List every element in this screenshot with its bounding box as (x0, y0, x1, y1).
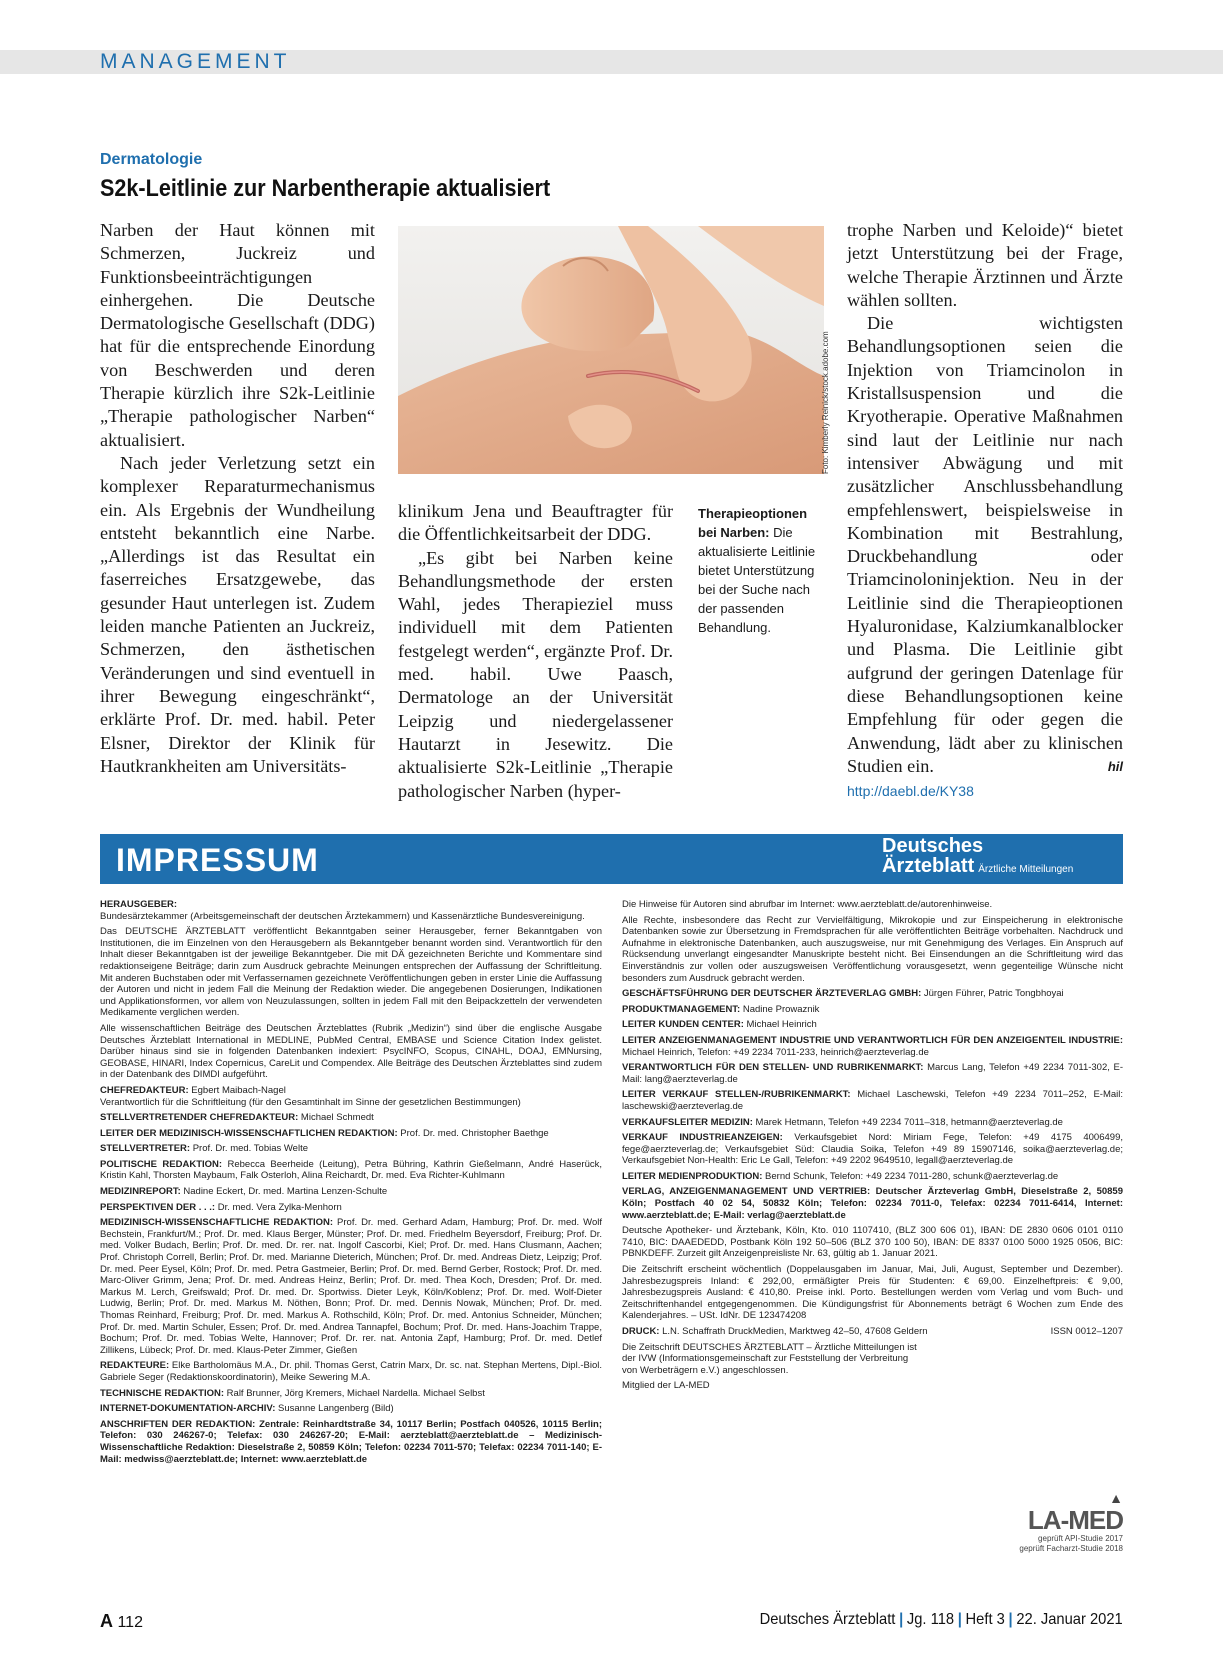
lamed-sub-1: geprüft API-Studie 2017 (1038, 1534, 1123, 1543)
impressum-entry: Die Hinweise für Autoren sind abrufbar im Internet: www.aerzteblatt.de/autorenhinweise. (622, 899, 993, 910)
entry-label: LEITER MEDIENPRODUKTION: (622, 1170, 763, 1182)
separator: | (958, 1611, 963, 1628)
photo-credit: Foto: Kimberly Reinick/stock.adobe.com (821, 331, 830, 474)
journal-name: Deutsches Ärzteblatt (759, 1611, 896, 1628)
entry-label: INTERNET-DOKUMENTATION-ARCHIV: (100, 1403, 276, 1415)
impressum-entry (622, 1132, 1123, 1167)
hands-photo-illustration (398, 226, 824, 474)
brand-line-1: Deutsches (882, 835, 984, 857)
article-column-3 (847, 219, 1123, 803)
impressum-entry (100, 1085, 602, 1108)
impressum-entry (622, 1062, 1123, 1085)
impressum-entry (622, 1117, 1123, 1129)
caption-text: Die aktualisierte Leitlinie bietet Unterstützung bei der Suche nach der passenden Behandlung. (698, 525, 816, 635)
paragraph: „Es gibt bei Narben keine Behandlungsmethode der ersten Wahl, jedes Therapieziel muss individuell mit dem Patienten festgelegt werden“, ergänzte Prof. Dr. med. habil. Uwe Paasch, Dermatologe an der Universität Leipzig und niedergelassener Hautarzt in Jesewitz. Die aktualisierte S2k-Leitlinie „Therapie pathologischer Narben (hyper- (398, 547, 673, 801)
author-signature: hil (1107, 758, 1123, 774)
journal-issue: Heft 3 (965, 1611, 1006, 1628)
impressum-entry (100, 1360, 602, 1383)
article-column-1 (100, 219, 375, 778)
paragraph-text: Die wichtigsten Behandlungsoptionen seien die Injektion von Triamcinolon in Kristallsuspension und die Kryotherapie. Operative Maßnahmen sind laut der Leitlinie nur nach intensiver Abwägung und mit zusätzlicher Anschlussbehandlung empfehlenswert, beispielsweise in Kombination mit Bestrahlung, Druckbehandlung oder Triamcinoloninjektion. Neu in der Leitlinie sind die Therapieoptionen Hyaluronidase, Kalziumkanalblocker und Plasma. Die Leitlinie gibt aufgrund der geringen Datenlage für diese Behandlungsoptionen keine Empfehlung für oder gegen die Anwendung, lädt aber zu klinischen Studien ein. (847, 313, 1123, 776)
page-number-value: 112 (117, 1614, 143, 1631)
impressum-entry (100, 899, 602, 922)
impressum-entry (100, 1186, 602, 1198)
lamed-seal (1015, 1490, 1123, 1554)
impressum-entry (622, 1035, 1123, 1058)
entry-text: Prof. Dr. med. Gerhard Adam, Hamburg; Prof. Dr. med. Wolf Bechstein, Frankfurt/M.; Prof. Dr. med. Klaus Berger, Münster; Prof. Dr. med. Friedhelm Beyersdorf, Freiburg; Prof. Dr. med. Volker Budach, Berlin; Prof. Dr. med. Dr. rer. nat. Ingolf Cascorbi, Kiel; Prof. Dr. med. Hans Clusmann, Aachen; Prof. Christoph Correll, Berlin; Prof. Dr. med. Marianne Dieterich, München; Prof. Dr. med. Andreas Dietz, Leipzig; Prof. Dr. med. Peer Eysel, Köln; Prof. Dr. med. Petra Gastmeier, Berlin; Prof. Dr. med. Bernd Gerber, Rostock; Prof. Dr. med. Marc-Oliver Grimm, Jena; Prof. Dr. med. Andreas Heinz, Berlin; Prof. Dr. med. Thea Koch, Dresden; Prof. Dr. med. Markus M. Lerch, Greifswald; Prof. Dr. med. Dr. Sportwiss. Dieter Leyk, Köln/Koblenz; Prof. Dr. med. Wolf-Dieter Ludwig, Berlin; Prof. Dr. med. Markus M. Nöthen, Bonn; Prof. Dr. med. Dennis Nowak, München; Prof. Dr. med. Thomas Reinhard, Freiburg; Prof. Dr. med. Markus A. Rothschild, Köln; Prof. Dr. med. Antonius Schneider, München; Prof. Dr. med. Martin Schuler, Essen; Prof. Dr. med. Andrea Tannapfel, Bochum; Prof. Dr. med. Hans-Joachim Trappe, Bochum; Prof. Dr. med. Tobias Welte, Hannover; Prof. Dr. rer. nat. Antonia Zapf, Hamburg; Prof. Dr. med. Detlef Zillikens, Lübeck; Prof. Dr. med. Klaus-Peter Zimmer, Gießen (100, 1217, 602, 1356)
entry-label: STELLVERTRETER: (100, 1143, 191, 1155)
impressum-entry: Deutsche Apotheker- und Ärztebank, Köln, Kto. 010 1107410, (BLZ 300 606 01), IBAN: DE 2830 0606 0101 0110 7410, BIC: DAAEDEDD, Postbank Köln 192 50–506 (BLZ 370 100 50), IBAN: DE 8337 0100 5000 1925 0506, BIC: PBNKDEFF. Zurzeit gilt Anzeigenpreisliste Nr. 63, gültig ab 1. Januar 2021. (622, 1225, 1123, 1260)
entry-label: LEITER KUNDEN CENTER: (622, 1019, 744, 1031)
impressum-entry (100, 1159, 602, 1182)
impressum-entry (100, 1419, 602, 1465)
entry-text: Verkaufsgebiet Nord: Miriam Fege, Telefon: +49 4175 4006499, fege@aerzteverlag.de; Verkaufsgebiet Süd: Claudia Soika, Telefon +49 89 15907146, soika@aerzteverlag.de; Verkaufsgebiet Non-Health: Eric Le Gall, Telefon: +49 2202 9649510, legall@aerzteverlag.de (622, 1132, 1123, 1167)
entry-label: PERSPEKTIVEN DER . . .: (100, 1201, 216, 1213)
paragraph: trophe Narben und Keloide)“ bietet jetzt Unterstützung bei der Frage, welche Therapie Ärztinnen und Ärzte wählen sollten. (847, 220, 1123, 310)
entry-text: Michael Heinrich, Telefon: +49 2234 7011-233, heinrich@aerzteverlag.de (622, 1046, 929, 1058)
entry-text: Elke Bartholomäus M.A., Dr. phil. Thomas Gerst, Catrin Marx, Dr. sc. nat. Stephan Mertens, Dipl.-Biol. Gabriele Seger (Redaktionskoordinatorin), Meike Sewering M.A. (100, 1360, 602, 1383)
brand-line-2: Ärzteblatt (882, 855, 975, 877)
impressum-entry (100, 1112, 602, 1124)
impressum-entry: Das DEUTSCHE ÄRZTEBLATT veröffentlicht Bekanntgaben seiner Herausgeber, ferner Bekanntgaben von Institutionen, die im Einzelnen von den Herausgebern als Bekanntgeber benannt worden sind. Verantwortlich für den Inhalt dieser Bekanntgaben ist der jeweilige Bekanntgeber. Die mit DÄ gezeichneten Berichte und Kommentare sind redaktionseigene Beiträge; darin zum Ausdruck gebrachte Meinungen entsprechen der Auffassung der Schriftleitung. Mit anderen Buchstaben oder mit Verfassernamen gezeichnete Veröffentlichungen geben in erster Linie die Auffassung der Autoren und nicht in jedem Fall die Meinung der Redaktion wieder. Die angegebenen Dosierungen, Indikationen und Applikationsformen, vor allem von Neuzulassungen, sollten in jedem Fall mit den Beipackzetteln der verwendeten Medikamente verglichen werden. (100, 926, 602, 1019)
entry-text: Prof. Dr. med. Tobias Welte (190, 1143, 308, 1155)
impressum-entry: Alle wissenschaftlichen Beiträge des Deutschen Ärzteblattes (Rubrik „Medizin“) sind über die englische Ausgabe Deutsches Ärzteblatt International in MEDLINE, PubMed Central, EMBASE und Science Citation Index gelistet. Darüber hinaus sind sie in folgenden Datenbanken indexiert: PsycINFO, Scopus, CINAHL, DOAJ, EMNursing, GEOBASE, HINARI, Index Copernicus, CareLit und Compendex. Alle Beiträge des Deutschen Ärzteblattes sind zudem in der Datenbank des DIMDI aufgeführt. (100, 1022, 602, 1081)
entry-text: Susanne Langenberg (Bild) (275, 1403, 394, 1415)
issn: ISSN 0012–1207 (1050, 1326, 1123, 1337)
entry-label: CHEFREDAKTEUR: (100, 1084, 189, 1096)
entry-label: REDAKTEURE: (100, 1360, 170, 1372)
impressum-entry (100, 1128, 602, 1140)
entry-text: Michael Heinrich (743, 1019, 817, 1031)
article-kicker: Dermatologie (100, 151, 203, 168)
entry-text: Jürgen Führer, Patric Tongbhoyai (921, 988, 1064, 1000)
entry-label: GESCHÄFTSFÜHRUNG DER DEUTSCHER ÄRZTEVERLAG GMBH: (622, 988, 922, 1000)
entry-text: Marek Hetmann, Telefon +49 2234 7011–318, hetmann@aerzteverlag.de (752, 1116, 1063, 1128)
impressum-right-column (622, 899, 1123, 1396)
impressum-entry (100, 1202, 602, 1214)
entry-label: HERAUSGEBER: (100, 899, 178, 910)
impressum-entry: Mitglied der LA-MED (622, 1380, 710, 1392)
impressum-entry (100, 1403, 602, 1415)
page-prefix: A (100, 1611, 113, 1631)
caption-title: Therapieoptionen bei Narben: (698, 506, 808, 540)
entry-label: VERKAUF INDUSTRIEANZEIGEN: (622, 1132, 783, 1144)
entry-text: Marcus Lang, Telefon +49 2234 7011-302, E-Mail: lang@aerzteverlag.de (622, 1062, 1124, 1085)
entry-text: Prof. Dr. med. Christopher Baethge (397, 1127, 549, 1139)
entry-label: LEITER DER MEDIZINISCH-WISSENSCHAFTLICHEN REDAKTION: (100, 1127, 398, 1139)
paragraph: Narben der Haut können mit Schmerzen, Juckreiz und Funktionsbeeinträchtigungen einhergehen. Die Deutsche Dermatologische Gesellschaft (DDG) hat für die entsprechende Einordung von Beschwerden und deren Therapie kürzlich ihre S2k-Leitlinie „Therapie pathologischer Narben“ aktualisiert. (100, 220, 375, 450)
entry-text: Verantwortlich für die Schriftleitung (für den Gesamtinhalt im Sinne der gesetzlichen Bestimmungen) (100, 1096, 521, 1108)
impressum-entry: Die Zeitschrift DEUTSCHES ÄRZTEBLATT – Ärztliche Mitteilungen ist der IVW (Informationsgemeinschaft zur Feststellung der Verbreitung von Werbeträgern e.V.) angeschlossen. (622, 1341, 917, 1376)
impressum-left-column (100, 899, 602, 1469)
lamed-logo: LA-MED (1027, 1505, 1123, 1535)
entry-text: Michael Laschewski, Telefon +49 2234 7011–252, E-Mail: laschewski@aerzteverlag.de (622, 1089, 1123, 1112)
article-column-2 (398, 500, 673, 803)
entry-label: DRUCK: (622, 1326, 660, 1337)
lamed-sub-2: geprüft Facharzt-Studie 2018 (1019, 1544, 1123, 1553)
impressum-entry (622, 1171, 1123, 1183)
entry-label: PRODUKTMANAGEMENT: (622, 1003, 741, 1015)
paragraph (847, 312, 1123, 778)
impressum-entry (622, 1004, 1123, 1016)
paragraph: Nach jeder Verletzung setzt ein komplexer Reparaturmechanismus ein. Als Ergebnis der Wundheilung entsteht bekanntlich eine Narbe. „Allerdings ist das Resultat ein faserreiches Ersatzgewebe, das gesunder Haut unterlegen ist. Zudem leiden manche Patienten an Juckreiz, Schmerzen, den ästhetischen Veränderungen und sind eventuell in ihrer Bewegung eingeschränkt“, erklärte Prof. Dr. med. habil. Peter Elsner, Direktor der Klinik für Hautkrankheiten am Universitäts- (100, 452, 375, 776)
impressum-entry (100, 1388, 602, 1400)
article-photo (398, 226, 824, 474)
section-label: MANAGEMENT (100, 50, 291, 73)
journal-volume: Jg. 118 (907, 1611, 955, 1628)
entry-label: VERLAG, ANZEIGENMANAGEMENT UND VERTRIEB: Deutscher Ärzteverlag GmbH, Dieselstraße 2, 50859 Köln; Postfach 40 02 54, 50832 Köln; Telefon: 02234 7011-0, Telefax: 02234 7011-6414, Internet: www.aerzteblatt.de; E-Mail: verlag@aerzteblatt.de (622, 1186, 1123, 1221)
separator: | (899, 1611, 904, 1628)
entry-text: L.N. Schaffrath DruckMedien, Marktweg 42–50, 47608 Geldern (659, 1326, 928, 1337)
entry-text: Bundesärztekammer (Arbeitsgemeinschaft der deutschen Ärztekammern) und Kassenärztliche Bundesvereinigung. (100, 910, 585, 922)
brand-logo (882, 836, 1073, 876)
brand-subtitle: Ärztliche Mitteilungen (978, 864, 1074, 875)
photo-caption (698, 504, 828, 637)
entry-text: Dr. med. Vera Zylka-Menhorn (215, 1201, 342, 1213)
page-number (100, 1611, 143, 1632)
entry-label: STELLVERTRETENDER CHEFREDAKTEUR: (100, 1112, 299, 1124)
impressum-entry (100, 1217, 602, 1356)
entry-label: LEITER ANZEIGENMANAGEMENT INDUSTRIE UND VERANTWORTLICH FÜR DEN ANZEIGENTEIL INDUSTRIE: (622, 1034, 1123, 1046)
entry-text: Bernd Schunk, Telefon: +49 2234 7011-280, schunk@aerzteverlag.de (762, 1170, 1059, 1182)
article-title: S2k-Leitlinie zur Narbentherapie aktualisiert (100, 175, 551, 202)
entry-text: Nadine Eckert, Dr. med. Martina Lenzen-Schulte (180, 1186, 388, 1198)
impressum-entry (100, 1143, 602, 1155)
separator: | (1008, 1611, 1013, 1628)
entry-text: Rebecca Beerheide (Leitung), Petra Bühring, Kathrin Gießelmann, André Haserück, Kristin Kahl, Thorsten Maybaum, Falk Osterloh, Alina Reichardt, Dr. med. Eva Richter-Kuhlmann (100, 1158, 603, 1182)
warning-triangle-icon: ▲ (1109, 1490, 1123, 1506)
article-link[interactable]: http://daebl.de/KY38 (847, 783, 974, 800)
journal-date: 22. Januar 2021 (1016, 1611, 1123, 1628)
entry-label: MEDIZINISCH-WISSENSCHAFTLICHE REDAKTION: (100, 1217, 334, 1229)
impressum-entry (622, 1326, 1123, 1338)
impressum-title: IMPRESSUM (116, 842, 319, 878)
entry-text: Ralf Brunner, Jörg Kremers, Michael Nardella. Michael Selbst (224, 1387, 485, 1399)
impressum-entry (622, 1019, 1123, 1031)
entry-text: Egbert Maibach-Nagel (188, 1084, 286, 1096)
entry-label: VERKAUFSLEITER MEDIZIN: (622, 1116, 753, 1128)
impressum-entry (622, 1186, 1123, 1221)
impressum-entry (622, 1089, 1123, 1112)
impressum-entry: Die Zeitschrift erscheint wöchentlich (Doppelausgaben im Januar, Mai, Juli, August, September und Dezember). Jahresbezugspreis Inland: € 292,00, ermäßigter Preis für Studenten: € 69,00. Einzelheftpreis: € 9,00, Jahresbezugspreis Ausland: € 410,80. Preise inkl. Porto. Bestellungen werden vom Verlag und vom Buch- und Zeitschriftenhandel entgegengenommen. Die Kündigungsfrist für Abonnements beträgt 6 Wochen zum Ende des Kalenderjahres. – USt. IdNr. DE 123474208 (622, 1264, 1123, 1322)
entry-label: VERANTWORTLICH FÜR DEN STELLEN- UND RUBRIKENMARKT: (622, 1062, 924, 1074)
entry-text: Nadine Prowaznik (740, 1003, 820, 1015)
impressum-entry: Alle Rechte, insbesondere das Recht zur Vervielfältigung, Mikrokopie und zur Einspeicherung in elektronische Datenbanken sowie zur Übersetzung in Fremdsprachen für alle veröffentlichten Beiträge vorbehalten. Nachdruck und Aufnahme in elektronische Datenbanken, auch auszugsweise, nur mit Genehmigung des Verlages. Ein Anspruch auf Rücksendung unverlangt eingesandter Manuskripte besteht nicht. Bei Einsendungen an die Schriftleitung wird das Einverständnis zur vollen oder auszugsweisen Veröffentlichung vorausgesetzt, wenn gegenteilige Wünsche nicht besonders zum Ausdruck gebracht werden. (622, 914, 1123, 984)
impressum-entry (622, 988, 1123, 1000)
entry-label: ANSCHRIFTEN DER REDAKTION: Zentrale: Reinhardtstraße 34, 10117 Berlin; Postfach 040526, 10115 Berlin; Telefon: 030 246267-0; Telefax: 030 246267-20; E-Mail: aerzteblatt@aerzteblatt.de – Medizinisch-Wissenschaftliche Redaktion: Dieselstraße 2, 50859 Köln; Telefon: 02234 7011-570; Telefax: 02234 7011-140; E-Mail: medwiss@aerzteblatt.de; Internet: www.aerzteblatt.de (100, 1418, 602, 1465)
paragraph: klinikum Jena und Beauftragter für die Öffentlichkeitsarbeit der DDG. (398, 501, 673, 545)
entry-text: Michael Schmedt (298, 1112, 374, 1124)
entry-label: POLITISCHE REDAKTION: (100, 1158, 223, 1170)
journal-footer (760, 1611, 1123, 1629)
entry-label: MEDIZINREPORT: (100, 1186, 181, 1198)
entry-label: LEITER VERKAUF STELLEN-/RUBRIKENMARKT: (622, 1089, 851, 1101)
entry-label: TECHNISCHE REDAKTION: (100, 1387, 225, 1399)
